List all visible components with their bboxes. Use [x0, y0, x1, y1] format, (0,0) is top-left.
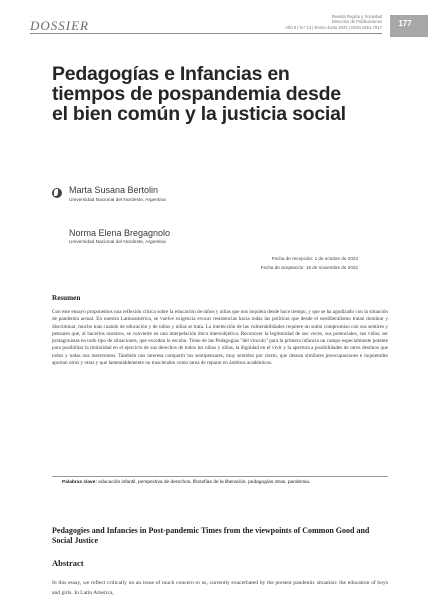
keywords-list: educación infantil, perspectiva de derechos, filosofías de la liberación, pedagogías otras, pandemia. — [98, 480, 311, 485]
page-number: 177 — [398, 19, 412, 28]
author-affiliation: Universidad Nacional del Nordeste, Argentina — [69, 240, 166, 245]
abstract-body: Con este ensayo proponemos una reflexión crítica sobre la educación de niños y niñas que nos inquieta desde hace tiempo, y que se ha agudizado con la situación de pandemia actual. En nuestra Latinoamérica, se vuelve exigencia evocar resistencias hacia todas las políticas que desde el neoliberalismo tratan dominar y discriminar, mucho más cuando de educación y de niños y niñas se trata. La intelección de las vulnerabilidades requiere un sumo compromiso con sus sentires y pensares que, al hacerlos nuestros, se convierte en una interpelación ética intersubjetiva. Reconocer la legitimidad de sus voces, sus potenciales, sus vidas; ser protagonistas en todo tipo de situaciones, que excedan lo escolar. Tiene de las Pedagogías "del vínculo" para la primera infancia un campo especialmente potente para posibilitar la titularidad en el ejercicio de sus derechos de todos los niños y niñas, la dignidad en el vivir y la apertura a posibilidades de otros destinos que todos y todas nos merecemos. También nos interesa compartir los sentipensares, muy sentidos por cierto, que desean similares preocupaciones e inquietudes aportan otros y otras y que lamentablemente no trascienden como tarea de reparar en ámbitos académicos. — [52, 309, 388, 367]
journal-line: Año 9 | N.º 14 | Enero-Junio 2023 | ISSN 2451-7917 — [285, 24, 382, 30]
header-divider — [30, 33, 382, 34]
keywords-label: Palabras clave: — [62, 480, 97, 485]
submission-dates — [261, 254, 358, 272]
english-abstract-body: In this essay, we reflect critically on an issue of much concern to us, currently exacerbated by the present pandemic situation: the education of boys and girls. In Latin America, — [52, 580, 388, 596]
article-title: Pedagogías e Infancias en tiempos de pospandemia desde el bien común y la justicia social — [52, 63, 346, 125]
author-name: Marta Susana Bertolin — [69, 185, 159, 195]
keywords — [62, 480, 372, 487]
received-date: Fecha de recepción: 1 de octubre de 2022 — [271, 256, 358, 261]
author-name: Norma Elena Bregagnolo — [69, 228, 171, 238]
journal-line: Dirección de Publicaciones — [331, 19, 382, 25]
section-label: DOSSIER — [30, 18, 89, 33]
english-title: Pedagogies and Infancies in Post-pandemic Times from the viewpoints of Common Good and Social Justice — [52, 526, 370, 545]
journal-line: Revista Región y Sociedad — [331, 14, 382, 19]
keywords-divider — [52, 476, 388, 477]
author-affiliation: Universidad Nacional del Nordeste, Argentina — [69, 198, 166, 203]
accepted-date: Fecha de aceptación: 15 de noviembre de 2022 — [260, 265, 358, 270]
english-abstract-heading: Abstract — [52, 558, 84, 568]
abstract-heading: Resumen — [52, 294, 81, 302]
journal-info — [285, 14, 382, 30]
orcid-icon-mark — [54, 189, 58, 196]
